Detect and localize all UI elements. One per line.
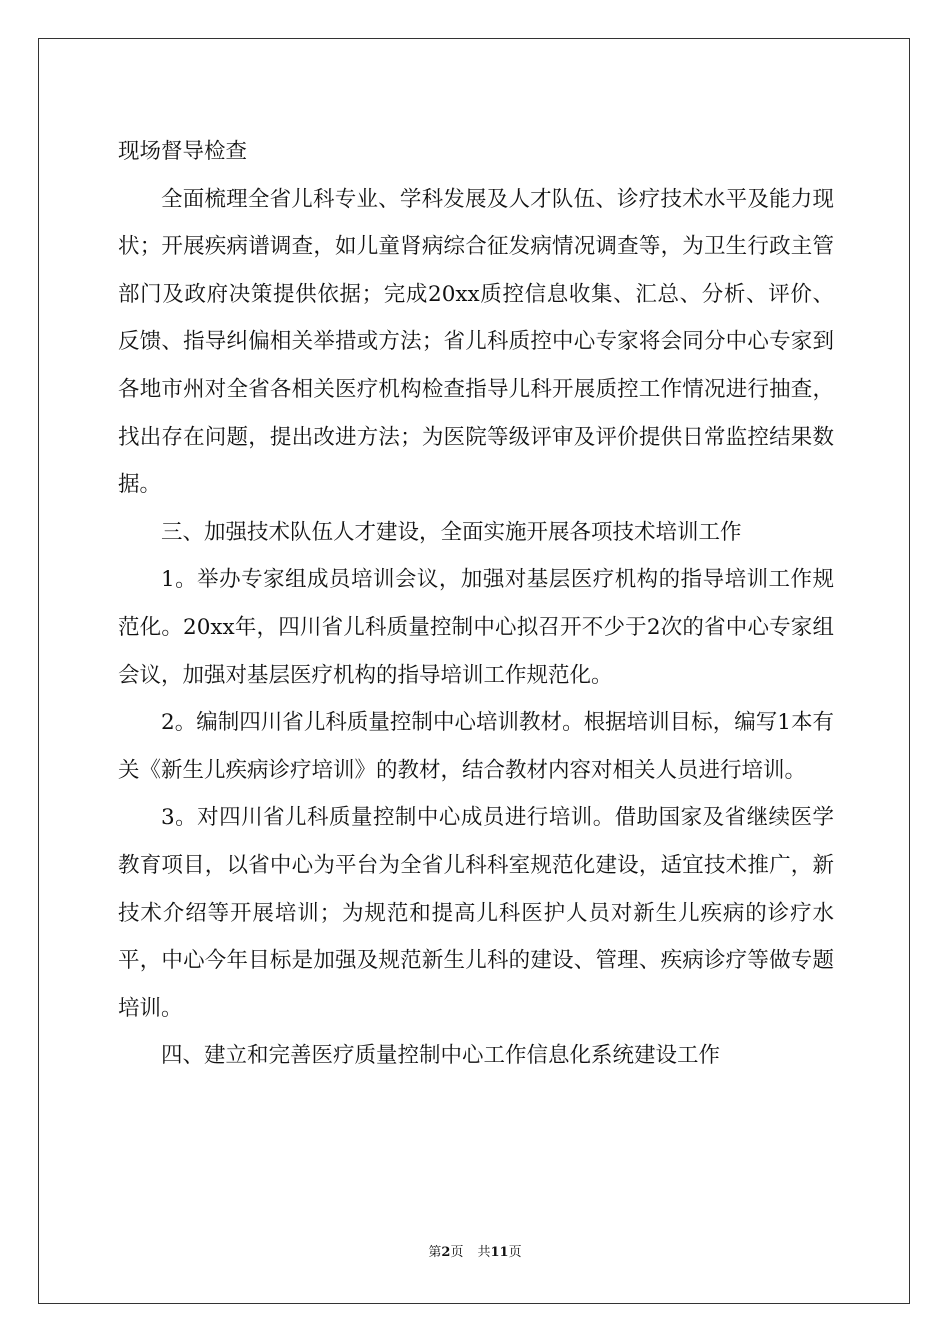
list-item-1: 1。举办专家组成员培训会议，加强对基层医疗机构的指导培训工作规范化。20xx年，四川省儿科质量控制中心拟召开不少于2次的省中心专家组会议，加强对基层医疗机构的指导培训工作规范化。 [118, 567, 834, 688]
document-body [118, 128, 834, 1080]
page-suffix: 页 [450, 1245, 464, 1260]
total-prefix: 共 [477, 1245, 491, 1260]
total-pages: 11 [490, 1245, 509, 1260]
paragraph-heading-continuation: 现场督导检查 [118, 139, 248, 164]
section-heading-four: 四、建立和完善医疗质量控制中心工作信息化系统建设工作 [161, 1043, 721, 1069]
list-item-3: 3。对四川省儿科质量控制中心成员进行培训。借助国家及省继续医学教育项目，以省中心为平台为全省儿科科室规范化建设，适宜技术推广，新技术介绍等开展培训；为规范和提高儿科医护人员对新生儿疾病的诊疗水平，中心今年目标是加强及规范新生儿科的建设、管理、疾病诊疗等做专题培训。 [118, 805, 834, 1021]
paragraph-quality-control-review: 全面梳理全省儿科专业、学科发展及人才队伍、诊疗技术水平及能力现状；开展疾病谱调查，如儿童肾病综合征发病情况调查等，为卫生行政主管部门及政府决策提供依据；完成20xx质控信息收集、汇总、分析、评价、反馈、指导纠偏相关举措或方法；省儿科质控中心专家将会同分中心专家到各地市州对全省各相关医疗机构检查指导儿科开展质控工作情况进行抽查，找出存在问题，提出改进方法；为医院等级评审及评价提供日常监控结果数据。 [118, 186, 834, 498]
section-heading-three: 三、加强技术队伍人才建设，全面实施开展各项技术培训工作 [161, 519, 742, 545]
page-prefix: 第 [428, 1245, 442, 1260]
page-footer [0, 1243, 950, 1263]
page-number: 2 [441, 1245, 451, 1260]
total-suffix: 页 [508, 1245, 522, 1260]
list-item-2: 2。编制四川省儿科质量控制中心培训教材。根据培训目标，编写1本有关《新生儿疾病诊疗培训》的教材，结合教材内容对相关人员进行培训。 [118, 710, 834, 783]
